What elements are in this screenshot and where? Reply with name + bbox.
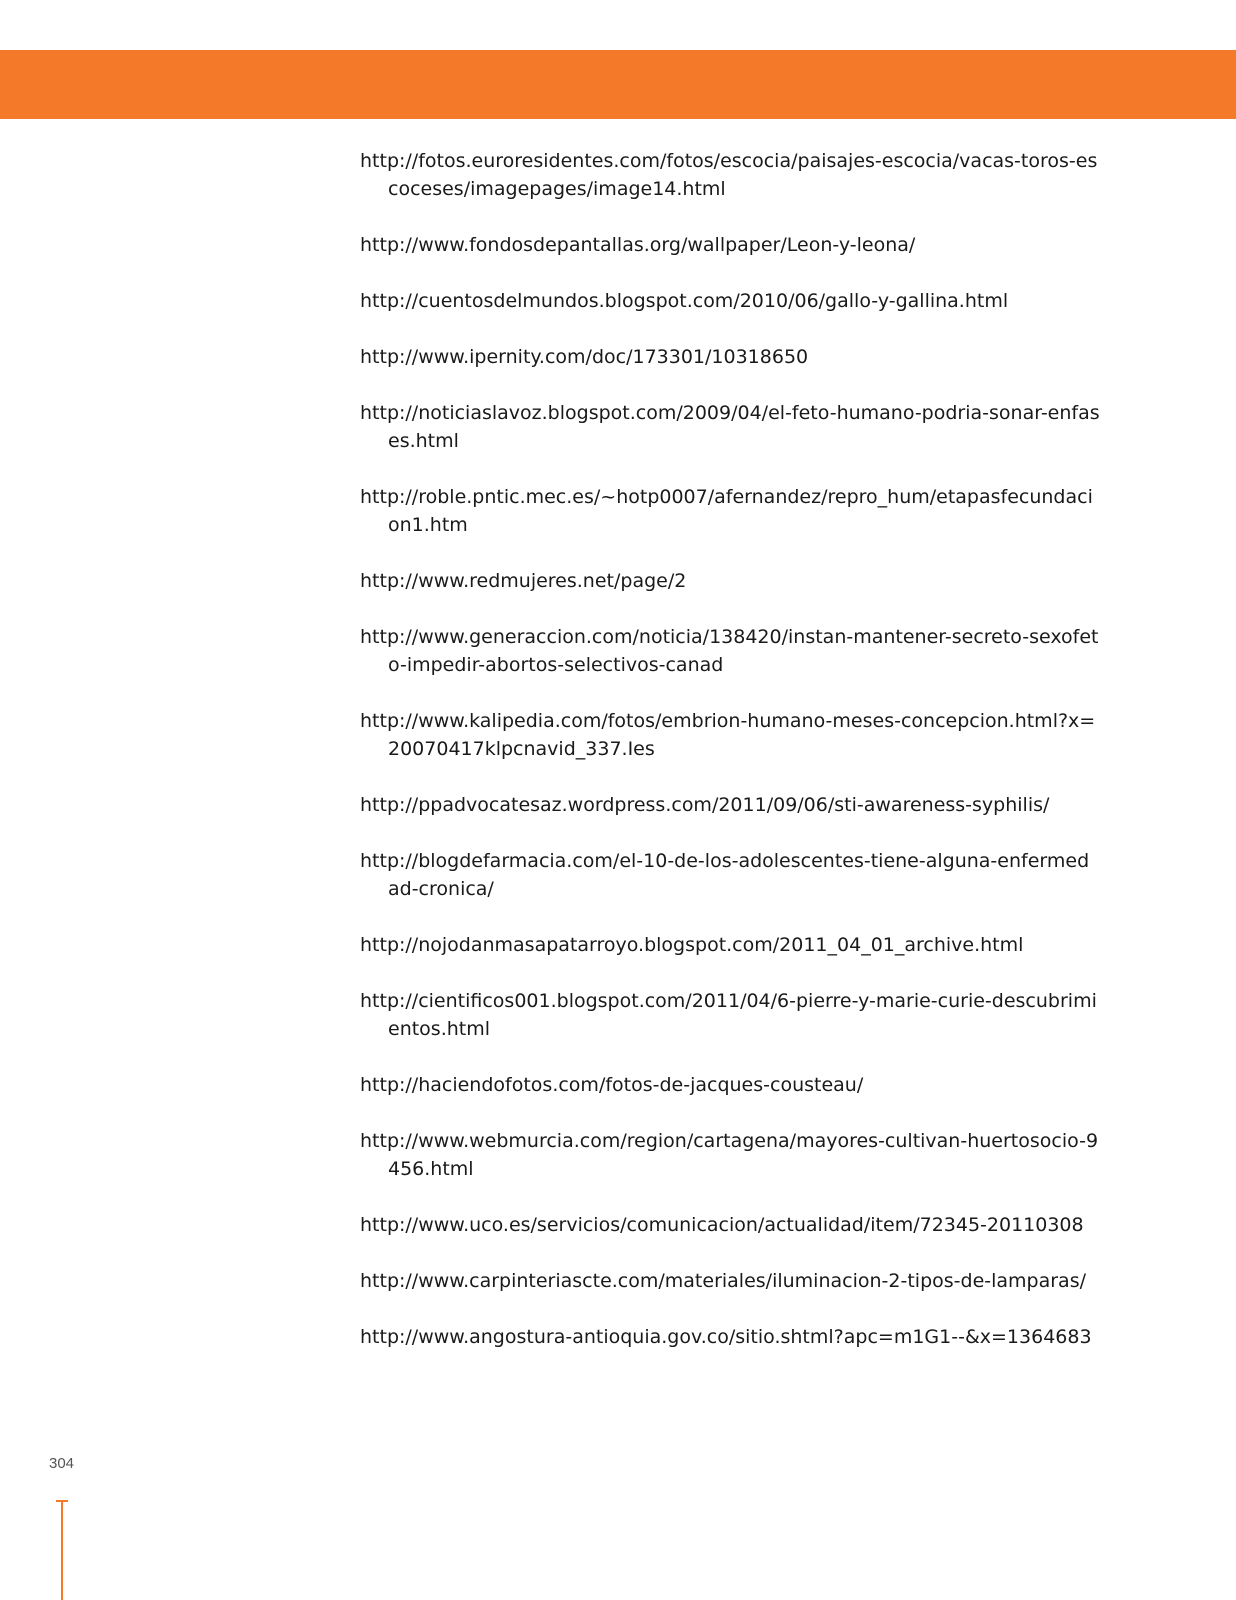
reference-link[interactable]: http://www.carpinteriascte.com/materiales/iluminacion-2-tipos-de-lamparas/ — [360, 1270, 1086, 1292]
reference-link[interactable]: http://www.webmurcia.com/region/cartagena/mayores-cultivan-huertosocio-9456.html — [360, 1130, 1099, 1180]
reference-link[interactable]: http://cientificos001.blogspot.com/2011/04/6-pierre-y-marie-curie-descubrimientos.html — [360, 990, 1097, 1040]
reference-link[interactable]: http://cuentosdelmundos.blogspot.com/2010/06/gallo-y-gallina.html — [360, 290, 1009, 312]
reference-list — [360, 147, 1100, 1379]
reference-link[interactable]: http://fotos.euroresidentes.com/fotos/escocia/paisajes-escocia/vacas-toros-escoceses/imagepages/image14.html — [360, 150, 1098, 200]
reference-link[interactable]: http://noticiaslavoz.blogspot.com/2009/04/el-feto-humano-podria-sonar-enfases.html — [360, 402, 1100, 452]
reference-link[interactable]: http://www.redmujeres.net/page/2 — [360, 570, 687, 592]
page-margin-rule — [61, 1500, 63, 1600]
reference-link[interactable]: http://www.generaccion.com/noticia/138420/instan-mantener-secreto-sexofeto-impedir-abortos-selectivos-canad — [360, 626, 1099, 676]
reference-link[interactable]: http://www.uco.es/servicios/comunicacion/actualidad/item/72345-20110308 — [360, 1214, 1084, 1236]
reference-link[interactable]: http://www.kalipedia.com/fotos/embrion-humano-meses-concepcion.html?x=20070417klpcnavid_337.Ies — [360, 710, 1096, 760]
reference-link[interactable]: http://www.angostura-antioquia.gov.co/sitio.shtml?apc=m1G1--&x=1364683 — [360, 1326, 1092, 1348]
reference-link[interactable]: http://roble.pntic.mec.es/~hotp0007/afernandez/repro_hum/etapasfecundacion1.htm — [360, 486, 1093, 536]
page-number: 304 — [49, 1455, 75, 1472]
reference-link[interactable]: http://www.ipernity.com/doc/173301/10318650 — [360, 346, 809, 368]
reference-link[interactable]: http://nojodanmasapatarroyo.blogspot.com/2011_04_01_archive.html — [360, 934, 1024, 956]
reference-link[interactable]: http://blogdefarmacia.com/el-10-de-los-adolescentes-tiene-alguna-enfermedad-cronica/ — [360, 850, 1090, 900]
header-band — [0, 50, 1236, 119]
reference-link[interactable]: http://ppadvocatesaz.wordpress.com/2011/09/06/sti-awareness-syphilis/ — [360, 794, 1050, 816]
reference-link[interactable]: http://haciendofotos.com/fotos-de-jacques-cousteau/ — [360, 1074, 864, 1096]
reference-link[interactable]: http://www.fondosdepantallas.org/wallpaper/Leon-y-leona/ — [360, 234, 916, 256]
